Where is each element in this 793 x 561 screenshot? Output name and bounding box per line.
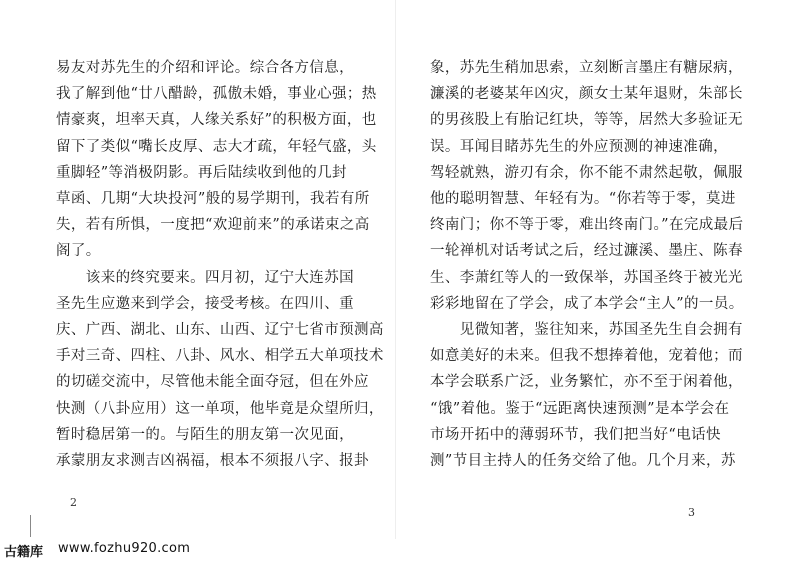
text-line: 本学会联系广泛，业务繁忙，亦不至于闲着他， [430,374,743,391]
site-url: www.fozhu920.com [58,541,191,556]
text-line: 承蒙朋友求测吉凶祸福，根本不须报八字、报卦 [56,453,369,469]
text-line: 见微知著，鉴往知来，苏国圣先生自会拥有 [430,322,743,338]
text-line: 阁了。 [56,243,101,260]
right-page [396,0,793,561]
text-line: 的切磋交流中，尽管他未能全面夺冠，但在外应 [56,374,369,391]
text-line: 生、李萧红等人的一致保举，苏国圣终于被光光 [430,269,743,286]
text-line: 庆、广西、湖北、山东、山西、辽宁七省市预测高 [56,322,384,338]
left-page [0,0,396,561]
text-line: 草函、几期“大块投河”般的易学期刊，我若有所 [56,191,370,207]
text-line: 失，若有所惧，一度把“欢迎前来”的承诺束之高 [56,217,370,234]
text-line: 圣先生应邀来到学会，接受考核。在四川、重 [56,295,354,312]
text-line: 他的聪明智慧、年轻有为。“你若等于零，莫进 [430,191,736,207]
text-line: 我了解到他“廿八醋龄，孤傲未婚，事业心强；热 [56,86,377,103]
text-line: 该来的终究要来。四月初，辽宁大连苏国 [56,269,354,286]
text-line: “饿”着他。鉴于“远距离快速预测”是本学会在 [430,400,730,417]
text-line: 测”节目主持人的任务交给了他。几个月来，苏 [430,453,736,469]
text-line: 暂时稳居第一的。与陌生的朋友第一次见面， [56,426,354,443]
left-page-number: 2 [70,496,77,509]
page-edge-mark [30,515,31,537]
text-line: 情豪爽，坦率天真，人缘关系好”的积极方面，也 [56,112,377,129]
text-line: 的男孩股上有胎记红块，等等，居然大多验证无 [430,112,743,129]
site-name: 古籍库 [4,545,44,560]
text-line: 象，苏先生稍加思索，立刻断言墨庄有糖尿病， [430,60,743,76]
text-line: 一轮禅机对话考试之后，经过濂溪、墨庄、陈春 [430,243,743,260]
text-line: 终南门；你不等于零，难出终南门。”在完成最后 [430,217,744,234]
text-line: 手对三奇、四柱、八卦、风水、相学五大单项技术 [56,348,384,365]
text-line: 驾轻就熟，游刃有余，你不能不肃然起敬，佩服 [430,164,743,181]
text-line: 市场开拓中的薄弱环节，我们把当好“电话快 [430,426,721,443]
text-line: 留下了类似“嘴长皮厚、志大才疏，年轻气盛，头 [56,138,377,155]
text-line: 快测（八卦应用）这一单项，他毕竟是众望所归， [56,400,384,417]
text-line: 彩彩地留在了学会，成了本学会“主人”的一员。 [430,295,744,312]
text-line: 误。耳闻目睹苏先生的外应预测的神速准确， [430,138,728,155]
text-line: 重脚轻”等消极阴影。再后陆续收到他的几封 [56,164,347,181]
text-line: 如意美好的未来。但我不想捧着他，宠着他；而 [430,348,743,365]
footer-watermark [0,539,793,561]
right-page-number: 3 [688,506,695,519]
text-line: 易友对苏先生的介绍和评论。综合各方信息， [56,60,354,76]
text-line: 濂溪的老婆某年凶灾，颜女士某年退财，朱部长 [430,86,743,103]
